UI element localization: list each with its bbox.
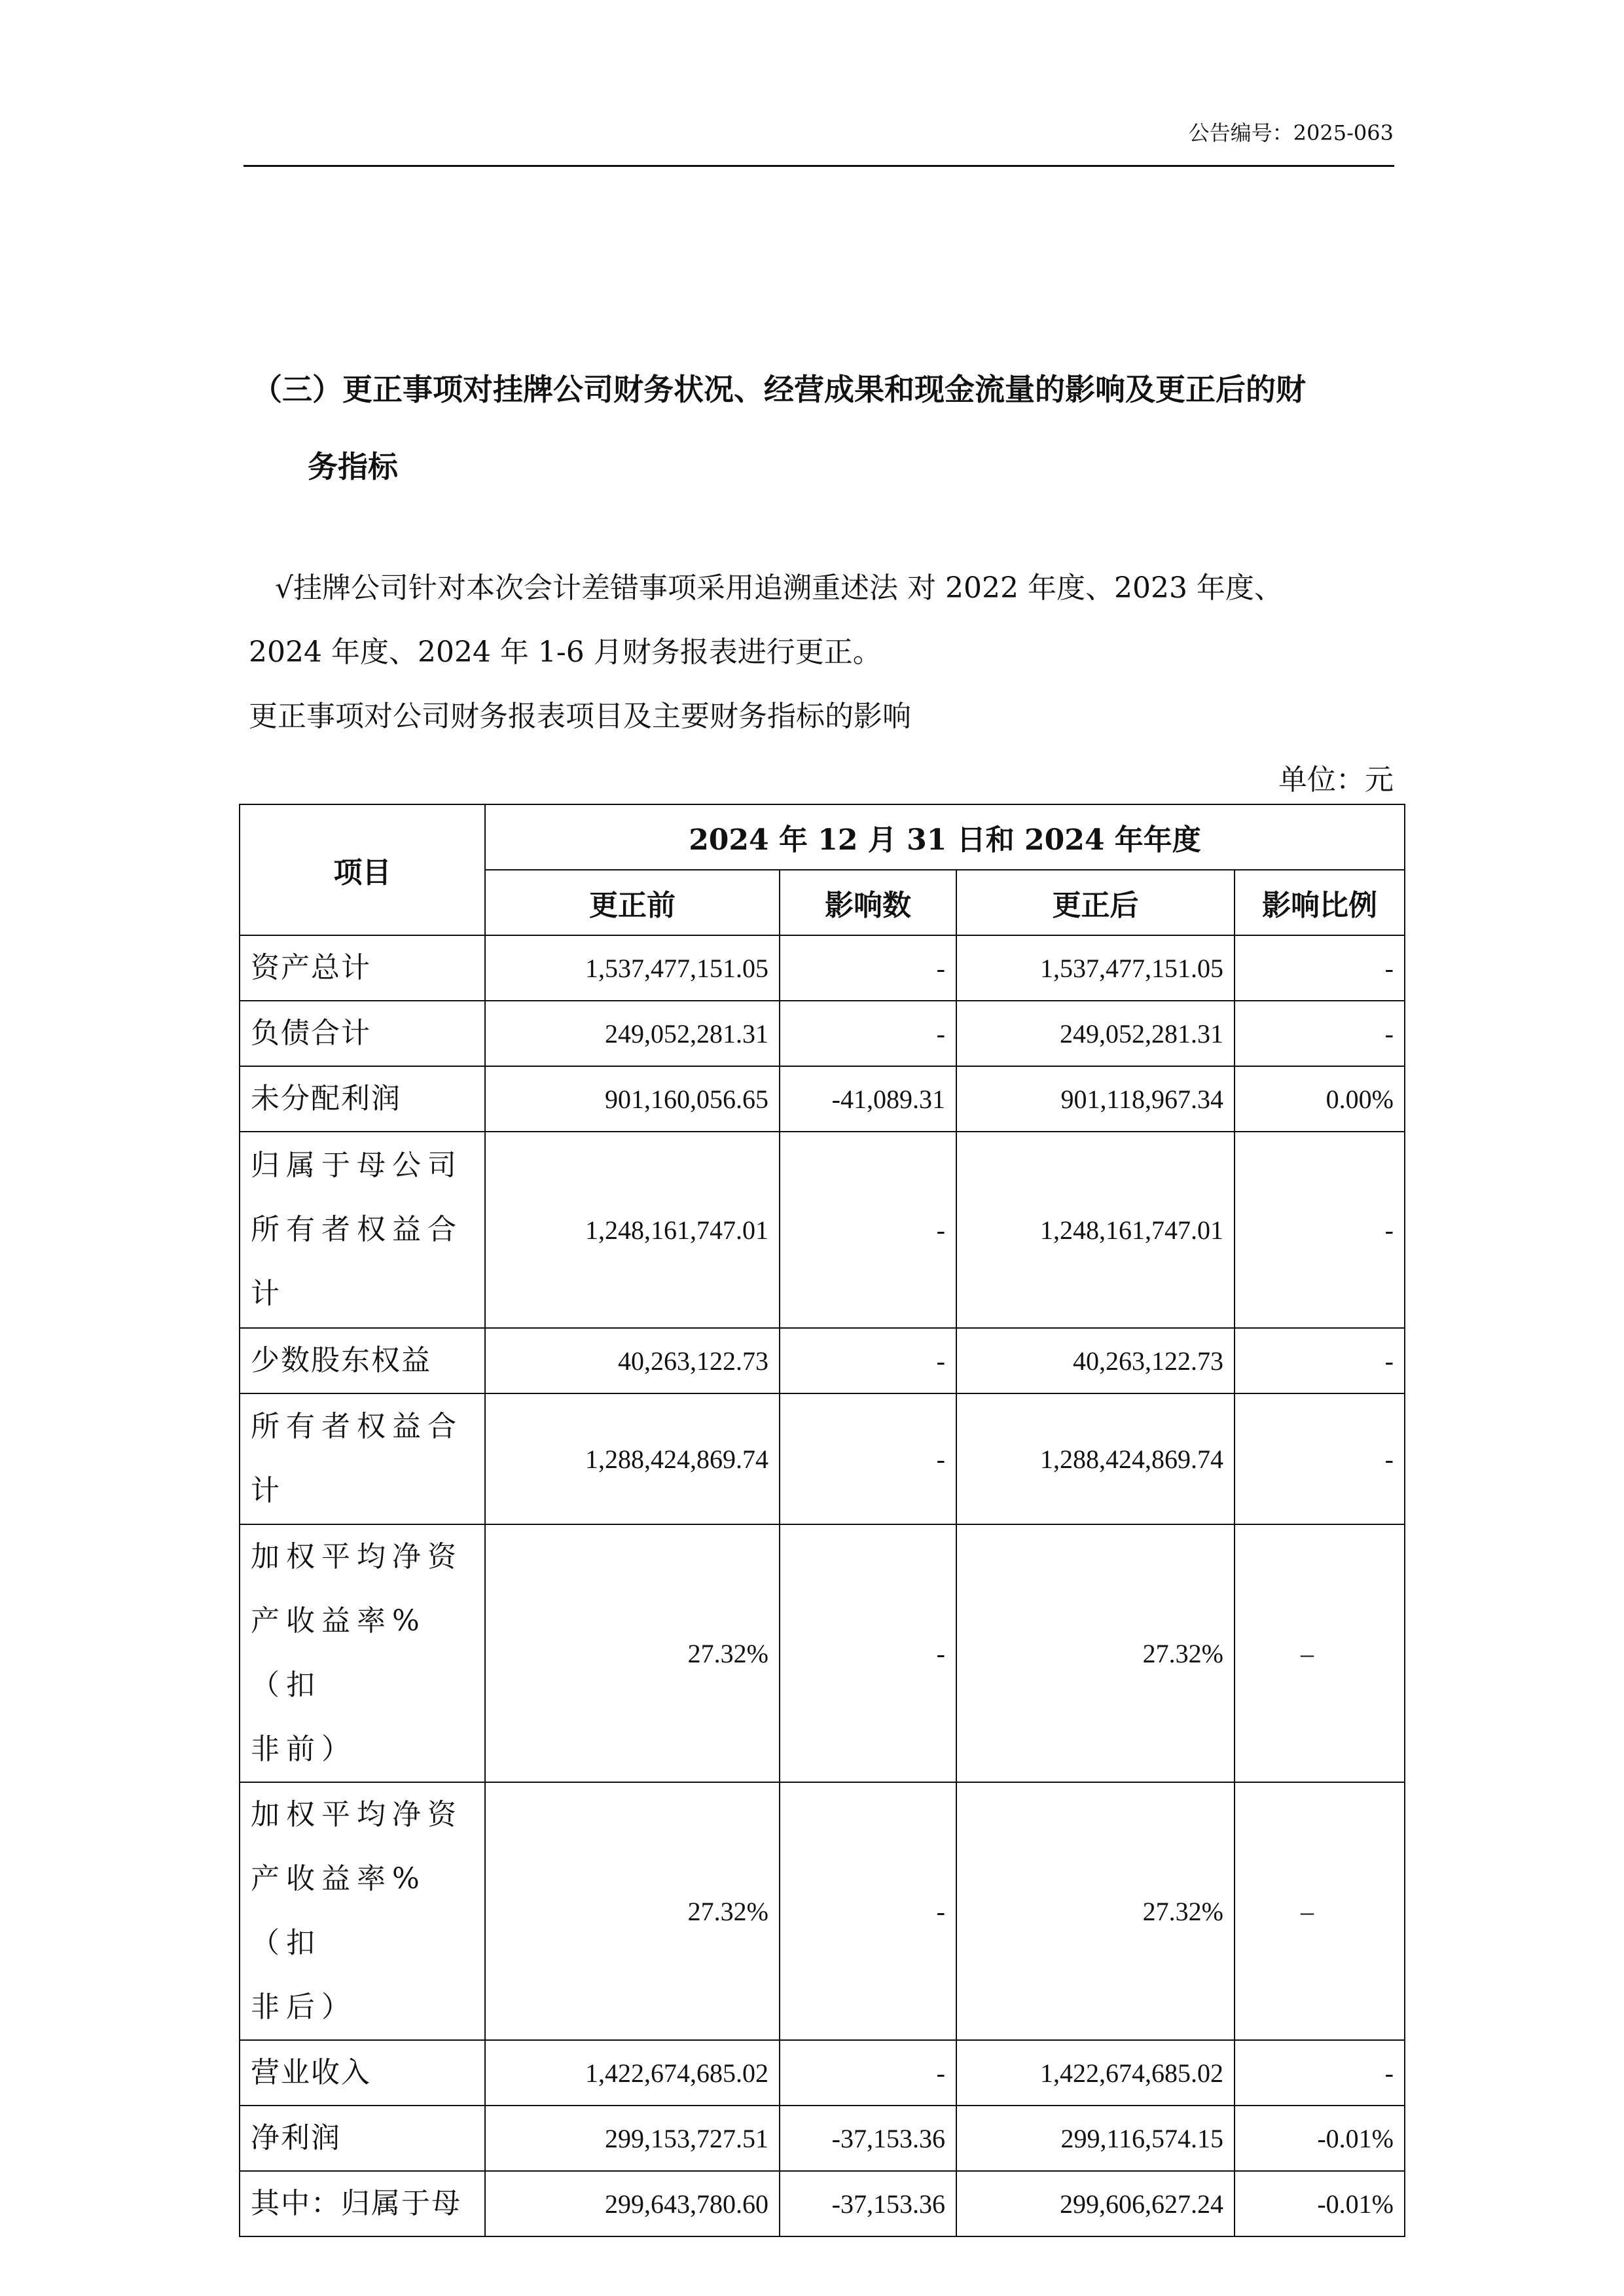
cell-after: 299,606,627.24	[956, 2171, 1235, 2236]
cell-ratio: -	[1235, 1328, 1405, 1393]
cell-impact: -	[780, 1782, 956, 2040]
cell-impact: -41,089.31	[780, 1066, 956, 1132]
row-label-line: 产收益率%（扣	[251, 1604, 426, 1702]
table-row	[240, 1132, 1405, 1328]
row-label: 负债合计	[240, 1001, 485, 1066]
cell-before: 27.32%	[485, 1782, 780, 2040]
table-row	[240, 1782, 1405, 2040]
cell-after: 1,537,477,151.05	[956, 935, 1235, 1001]
cell-after: 40,263,122.73	[956, 1328, 1235, 1393]
cell-ratio: -	[1235, 1132, 1405, 1328]
cell-ratio: -	[1235, 1393, 1405, 1524]
cell-impact: -	[780, 1524, 956, 1782]
row-label-line: 产收益率%（扣	[251, 1862, 426, 1960]
table-row	[240, 935, 1405, 1001]
row-label-line: 非后）	[251, 1990, 357, 2024]
row-label: 资产总计	[240, 935, 485, 1001]
cell-after: 1,422,674,685.02	[956, 2040, 1235, 2106]
paragraph-restatement-cont: 2024 年度、2024 年 1-6 月财务报表进行更正。	[249, 636, 882, 669]
cell-ratio: –	[1235, 1524, 1405, 1782]
cell-after: 1,248,161,747.01	[956, 1132, 1235, 1328]
cell-after: 1,288,424,869.74	[956, 1393, 1235, 1524]
row-label: 其中：归属于母	[240, 2171, 485, 2236]
cell-ratio: -0.01%	[1235, 2171, 1405, 2236]
table-row	[240, 2106, 1405, 2171]
cell-impact: -	[780, 2040, 956, 2106]
cell-after: 27.32%	[956, 1524, 1235, 1782]
unit-label: 单位：元	[1278, 763, 1394, 797]
row-label-line: 归属于母公司	[251, 1149, 463, 1182]
cell-before: 40,263,122.73	[485, 1328, 780, 1393]
header-rule	[244, 165, 1394, 167]
row-label	[240, 1524, 485, 1782]
header-item: 项目	[240, 804, 485, 935]
financial-impact-table	[239, 804, 1405, 2237]
cell-before: 299,153,727.51	[485, 2106, 780, 2171]
row-label: 营业收入	[240, 2040, 485, 2106]
cell-impact: -	[780, 1393, 956, 1524]
row-label-line: 所有者权益合	[251, 1213, 463, 1246]
row-label-line: 加权平均净资	[251, 1798, 463, 1831]
cell-before: 1,422,674,685.02	[485, 2040, 780, 2106]
section-title-line1: （三）更正事项对挂牌公司财务状况、经营成果和现金流量的影响及更正后的财	[252, 372, 1306, 407]
row-label-line: 计	[251, 1474, 286, 1507]
table-row	[240, 2040, 1405, 2106]
cell-before: 1,537,477,151.05	[485, 935, 780, 1001]
cell-ratio: -	[1235, 1001, 1405, 1066]
header-period: 2024 年 12 月 31 日和 2024 年年度	[485, 804, 1405, 870]
table-row	[240, 1393, 1405, 1524]
row-label: 少数股东权益	[240, 1328, 485, 1393]
table-row	[240, 1328, 1405, 1393]
header-impact: 影响数	[780, 870, 956, 935]
page-number: 公告编号：2025-063	[1188, 120, 1394, 145]
paragraph-impact-intro: 更正事项对公司财务报表项目及主要财务指标的影响	[249, 700, 911, 733]
cell-before: 901,160,056.65	[485, 1066, 780, 1132]
cell-after: 901,118,967.34	[956, 1066, 1235, 1132]
table-row	[240, 1001, 1405, 1066]
cell-before: 27.32%	[485, 1524, 780, 1782]
row-label-line: 加权平均净资	[251, 1540, 463, 1573]
row-label-line: 非前）	[251, 1732, 357, 1766]
row-label	[240, 1782, 485, 2040]
header-before: 更正前	[485, 870, 780, 935]
cell-ratio: 0.00%	[1235, 1066, 1405, 1132]
cell-impact: -37,153.36	[780, 2106, 956, 2171]
row-label: 未分配利润	[240, 1066, 485, 1132]
cell-after: 249,052,281.31	[956, 1001, 1235, 1066]
cell-after: 299,116,574.15	[956, 2106, 1235, 2171]
cell-impact: -	[780, 1328, 956, 1393]
cell-before: 249,052,281.31	[485, 1001, 780, 1066]
row-label: 净利润	[240, 2106, 485, 2171]
table-row	[240, 1066, 1405, 1132]
cell-ratio: -0.01%	[1235, 2106, 1405, 2171]
section-title-line2: 务指标	[308, 449, 398, 484]
cell-impact: -37,153.36	[780, 2171, 956, 2236]
cell-impact: -	[780, 1001, 956, 1066]
cell-ratio: -	[1235, 935, 1405, 1001]
cell-before: 1,288,424,869.74	[485, 1393, 780, 1524]
cell-after: 27.32%	[956, 1782, 1235, 2040]
cell-impact: -	[780, 935, 956, 1001]
row-label	[240, 1132, 485, 1328]
paragraph-restatement: √挂牌公司针对本次会计差错事项采用追溯重述法 对 2022 年度、2023 年度、	[275, 571, 1283, 605]
header-ratio: 影响比例	[1235, 870, 1405, 935]
cell-ratio: –	[1235, 1782, 1405, 2040]
header-after: 更正后	[956, 870, 1235, 935]
row-label-line: 所有者权益合	[251, 1410, 463, 1443]
cell-before: 299,643,780.60	[485, 2171, 780, 2236]
section-title	[252, 372, 1394, 484]
cell-before: 1,248,161,747.01	[485, 1132, 780, 1328]
table-row	[240, 2171, 1405, 2236]
cell-ratio: -	[1235, 2040, 1405, 2106]
table-row	[240, 1524, 1405, 1782]
row-label	[240, 1393, 485, 1524]
cell-impact: -	[780, 1132, 956, 1328]
row-label-line: 计	[251, 1277, 286, 1310]
